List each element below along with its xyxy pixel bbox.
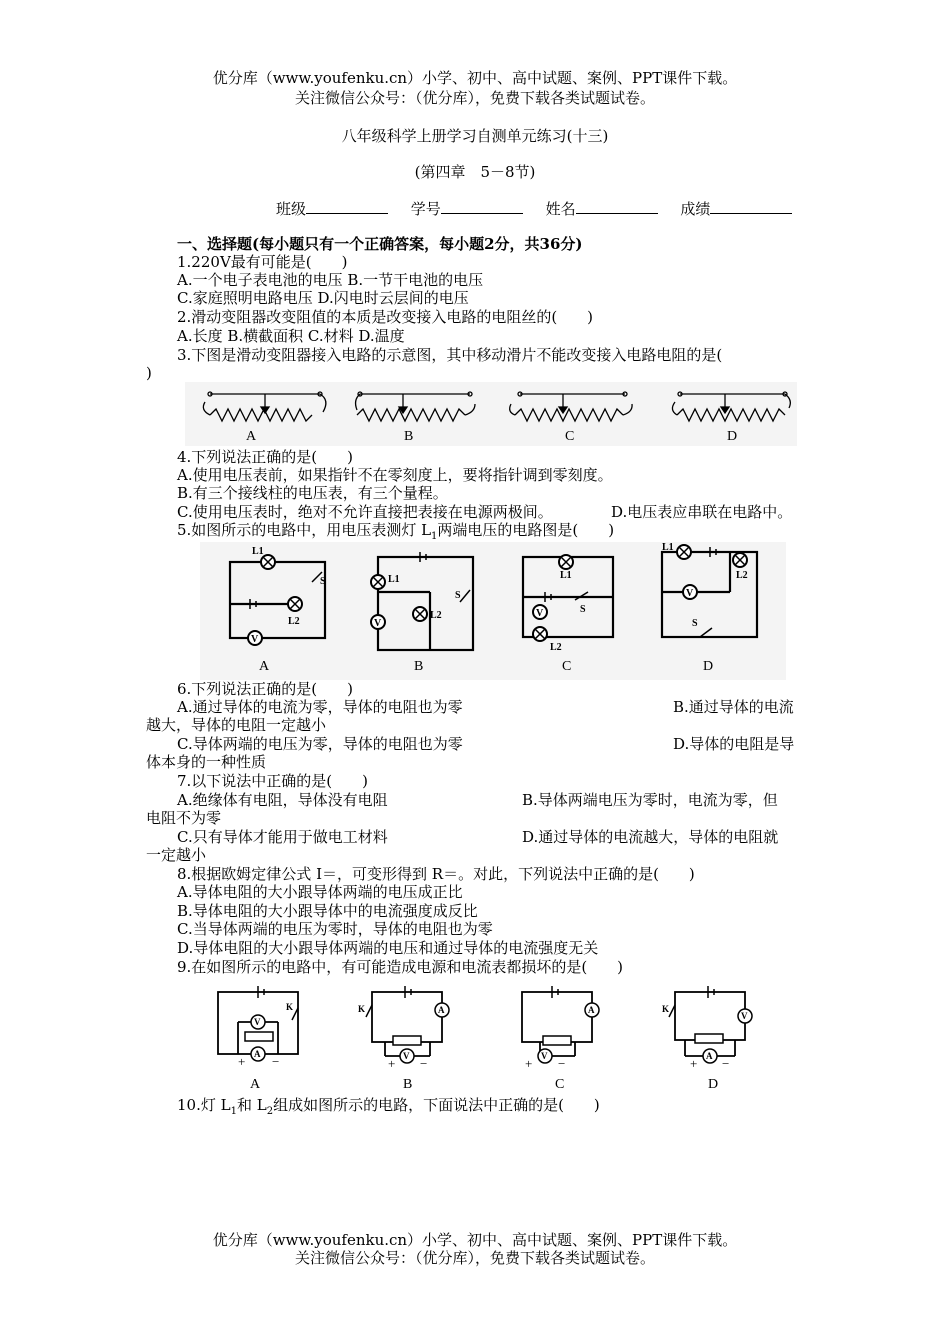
q6-stem: 6.下列说法正确的是( ) — [177, 680, 354, 698]
q8-stem: 8.根据欧姆定律公式 I＝，可变形得到 R＝。对此，下列说法中正确的是( ) — [177, 865, 695, 883]
field-score-label: 成绩 — [680, 200, 711, 218]
q5-circuit-figure — [200, 542, 786, 680]
q5-stem: 5.如图所示的电路中，用电压表测灯 $L_1$两端电压的电路图是( ) — [177, 521, 615, 542]
circuit-9d — [675, 992, 745, 1056]
svg-text:V: V — [254, 1017, 261, 1027]
svg-text:+: + — [388, 1056, 396, 1071]
field-class-label: 班级 — [276, 200, 307, 218]
q6-option-d: D.导体的电阻是导 — [673, 735, 795, 753]
q8-option-c: C.当导体两端的电压为零时，导体的电阻也为零 — [177, 920, 493, 938]
q7-option-b-cont: 电阻不为零 — [146, 809, 222, 827]
q8-option-a: A.导体电阻的大小跟导体两端的电压成正比 — [177, 883, 463, 901]
svg-text:+: + — [690, 1056, 698, 1071]
svg-text:A: A — [588, 1005, 595, 1015]
header-line-1: 优分库（www.youfenku.cn）小学、初中、高中试题、案例、PPT课件下载。 — [212, 69, 738, 87]
svg-text:−: − — [558, 1056, 566, 1071]
q3-label-d: D — [727, 429, 738, 444]
svg-text:L2: L2 — [736, 570, 748, 581]
q6-option-b: B.通过导体的电流 — [673, 698, 794, 716]
q4-option-b: B.有三个接线柱的电压表，有三个量程。 — [177, 484, 448, 502]
circuit-9b — [372, 992, 442, 1056]
q1-options-cd: C.家庭照明电路电压 D.闪电时云层间的电压 — [177, 289, 469, 307]
svg-text:L2: L2 — [430, 610, 442, 621]
svg-text:K: K — [662, 1004, 670, 1014]
q4-option-d: D.电压表应串联在电路中。 — [611, 503, 793, 521]
q6-option-b-cont: 越大，导体的电阻一定越小 — [146, 716, 327, 734]
q2-options: A.长度 B.横截面积 C.材料 D.温度 — [177, 327, 405, 345]
svg-text:S: S — [580, 604, 586, 615]
label-s: S — [320, 576, 326, 587]
q9-label-a: A — [250, 1077, 261, 1092]
footer-line-1: 优分库（www.youfenku.cn）小学、初中、高中试题、案例、PPT课件下载。 — [212, 1231, 738, 1249]
q7-option-a: A.绝缘体有电阻，导体没有电阻 — [177, 791, 388, 809]
q10-stem: 10.灯 $L_1$和 $L_2$组成如图所示的电路，下面说法中正确的是( ) — [177, 1096, 600, 1117]
q3-label-c: C — [565, 429, 575, 444]
info-fields — [276, 198, 792, 219]
q3-label-b: B — [404, 429, 414, 444]
svg-text:V: V — [374, 618, 382, 629]
svg-text:V: V — [741, 1011, 748, 1021]
q5-label-d: D — [703, 659, 714, 674]
svg-text:L1: L1 — [662, 542, 674, 553]
q9-label-d: D — [708, 1077, 719, 1092]
q3-rheostat-figure — [185, 382, 797, 446]
circuit-9c — [522, 992, 592, 1056]
svg-text:A: A — [254, 1049, 261, 1059]
svg-text:L1: L1 — [560, 570, 572, 581]
svg-text:V: V — [403, 1051, 410, 1061]
q9-circuit-figure — [200, 980, 780, 1094]
svg-text:S: S — [455, 590, 461, 601]
q4-option-a: A.使用电压表前，如果指针不在零刻度上，要将指针调到零刻度。 — [177, 466, 613, 484]
q7-stem: 7.以下说法中正确的是( ) — [177, 772, 369, 790]
q3-stem-end: ) — [146, 364, 152, 382]
header-line-2: 关注微信公众号：（优分库），免费下载各类试题试卷。 — [294, 89, 655, 107]
field-name-label: 姓名 — [545, 200, 576, 218]
q2-stem: 2.滑动变阻器改变阻值的本质是改变接入电路的电阻丝的( ) — [177, 308, 594, 326]
q6-option-a: A.通过导体的电流为零，导体的电阻也为零 — [177, 698, 463, 716]
q7-option-d-cont: 一定越小 — [146, 846, 207, 864]
svg-text:V: V — [541, 1051, 548, 1061]
svg-text:L2: L2 — [550, 642, 562, 653]
svg-text:+: + — [238, 1054, 246, 1069]
q7-option-c: C.只有导体才能用于做电工材料 — [177, 828, 388, 846]
q9-stem: 9.在如图所示的电路中，有可能造成电源和电流表都损坏的是( ) — [177, 958, 624, 976]
q8-option-d: D.导体电阻的大小跟导体两端的电压和通过导体的电流强度无关 — [177, 939, 599, 957]
footer-line-2: 关注微信公众号：（优分库），免费下载各类试题试卷。 — [294, 1249, 655, 1267]
q1-stem: 1.220V最有可能是( ) — [177, 253, 348, 271]
svg-text:−: − — [420, 1056, 428, 1071]
q5-label-c: C — [562, 659, 572, 674]
label-l2: L2 — [288, 616, 300, 627]
label-l1: L1 — [252, 546, 264, 557]
page-subtitle: (第四章 5－8节) — [414, 163, 536, 181]
field-number-label: 学号 — [410, 200, 441, 218]
q8-option-b: B.导体电阻的大小跟导体中的电流强度成反比 — [177, 902, 478, 920]
q3-stem: 3.下图是滑动变阻器接入电路的示意图，其中移动滑片不能改变接入电路电阻的是( — [177, 346, 723, 364]
svg-text:K: K — [358, 1004, 366, 1014]
svg-text:+: + — [525, 1056, 533, 1071]
svg-text:−: − — [722, 1056, 730, 1071]
svg-text:V: V — [536, 608, 544, 619]
q7-option-d: D.通过导体的电流越大，导体的电阻就 — [522, 828, 779, 846]
q6-option-c: C.导体两端的电压为零，导体的电阻也为零 — [177, 735, 463, 753]
page-title: 八年级科学上册学习自测单元练习(十三) — [341, 127, 609, 145]
svg-text:V: V — [251, 634, 259, 645]
q3-label-a: A — [246, 429, 257, 444]
q5-label-a: A — [259, 659, 270, 674]
q1-options-ab: A.一个电子表电池的电压 B.一节干电池的电压 — [177, 271, 484, 289]
field-name-blank[interactable] — [576, 199, 658, 214]
section-heading: 一、选择题(每小题只有一个正确答案，每小题2分，共36分) — [177, 235, 583, 253]
q4-option-c: C.使用电压表时，绝对不允许直接把表接在电源两极间。 — [177, 503, 553, 521]
q5-label-b: B — [414, 659, 424, 674]
q9-label-b: B — [403, 1077, 413, 1092]
svg-text:S: S — [692, 618, 698, 629]
field-score-blank[interactable] — [710, 199, 792, 214]
field-class-blank[interactable] — [306, 199, 388, 214]
svg-text:−: − — [272, 1054, 280, 1069]
q6-option-d-cont: 体本身的一种性质 — [146, 753, 267, 771]
svg-text:L1: L1 — [388, 574, 400, 585]
q4-stem: 4.下列说法正确的是( ) — [177, 448, 354, 466]
svg-text:A: A — [438, 1005, 445, 1015]
svg-text:K: K — [286, 1002, 294, 1012]
field-number-blank[interactable] — [441, 199, 523, 214]
svg-text:A: A — [706, 1051, 713, 1061]
q7-option-b: B.导体两端电压为零时，电流为零，但 — [522, 791, 778, 809]
q9-label-c: C — [555, 1077, 565, 1092]
svg-text:V: V — [686, 588, 694, 599]
